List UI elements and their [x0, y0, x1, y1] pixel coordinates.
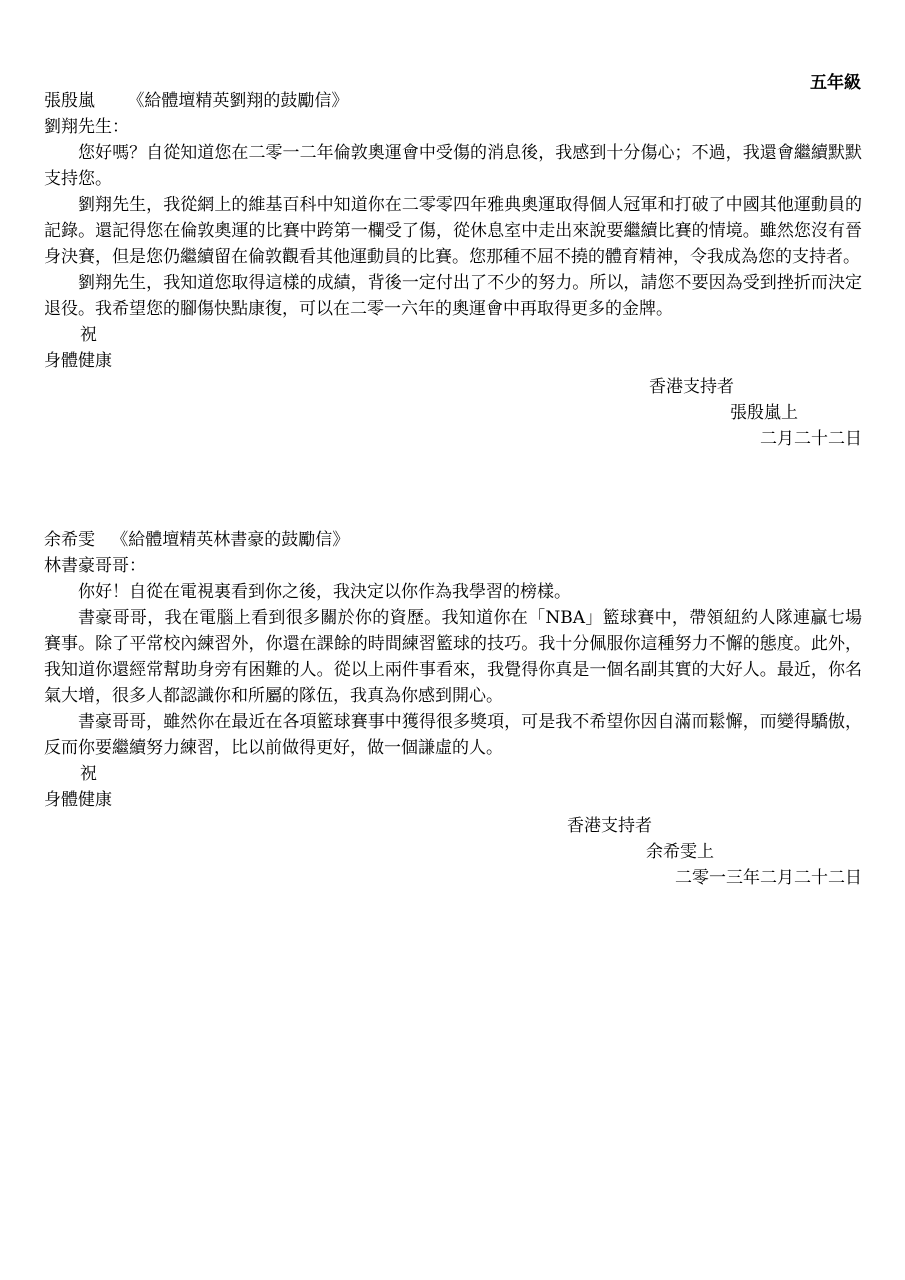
paragraph: 劉翔先生，我從網上的維基百科中知道你在二零零四年雅典奧運取得個人冠軍和打破了中國其他運動員的記錄。還記得您在倫敦奧運的比賽中跨第一欄受了傷，從休息室中走出來說要繼續比賽的情境。雖然您沒有晉身決賽，但是您仍繼續留在倫敦觀看其他運動員的比賽。您那種不屈不撓的體育精神，令我成為您的支持者。 [44, 195, 862, 267]
signature: 余希雯上 [646, 842, 714, 862]
paragraph: 書豪哥哥，我在電腦上看到很多關於你的資歷。我知道你在「NBA」籃球賽中，帶領紐約人隊連贏七場賽事。除了平常校內練習外，你還在課餘的時間練習籃球的技巧。我十分佩服你這種努力不懈的態度。此外，我知道你還經常幫助身旁有困難的人。從以上兩件事看來，我覺得你真是一個名副其實的大好人。最近，你名氣大增，很多人都認識你和所屬的隊伍，我真為你感到開心。 [44, 608, 862, 706]
letter-heading [44, 527, 862, 553]
signature: 張殷嵐上 [730, 403, 798, 423]
grade-label: 五年級 [810, 73, 861, 93]
author-name: 張殷嵐 [44, 91, 95, 111]
paragraph: 劉翔先生，我知道您取得這樣的成績，背後一定付出了不少的努力。所以，請您不要因為受到挫折而決定退役。我希望您的腳傷快點康復，可以在二零一六年的奧運會中再取得更多的金牌。 [44, 273, 862, 319]
blessing: 身體健康 [44, 351, 112, 371]
wish: 祝 [80, 325, 97, 345]
blessing: 身體健康 [44, 790, 112, 810]
wish: 祝 [80, 764, 97, 784]
letter-date: 二月二十二日 [760, 429, 862, 449]
salutation: 劉翔先生： [44, 117, 129, 137]
signoff: 香港支持者 [567, 816, 652, 836]
paragraph: 書豪哥哥，雖然你在最近在各項籃球賽事中獲得很多獎項，可是我不希望你因自滿而鬆懈，而變得驕傲，反而你要繼續努力練習，比以前做得更好，做一個謙虛的人。 [44, 712, 862, 758]
letter-1 [44, 88, 862, 452]
author-name: 余希雯 [44, 530, 95, 550]
letter-title: 《給體壇精英劉翔的鼓勵信》 [127, 91, 349, 111]
signoff: 香港支持者 [649, 377, 734, 397]
salutation: 林書豪哥哥： [44, 556, 146, 576]
paragraph: 你好！自從在電視裏看到你之後，我決定以你作為我學習的榜樣。 [78, 582, 571, 602]
letter-heading [44, 88, 862, 114]
letter-date: 二零一三年二月二十二日 [675, 868, 862, 888]
paragraph: 您好嗎？自從知道您在二零一二年倫敦奧運會中受傷的消息後，我感到十分傷心；不過，我還會繼續默默支持您。 [44, 143, 862, 189]
letter-2 [44, 527, 862, 891]
letter-title: 《給體壇精英林書豪的鼓勵信》 [111, 530, 350, 550]
